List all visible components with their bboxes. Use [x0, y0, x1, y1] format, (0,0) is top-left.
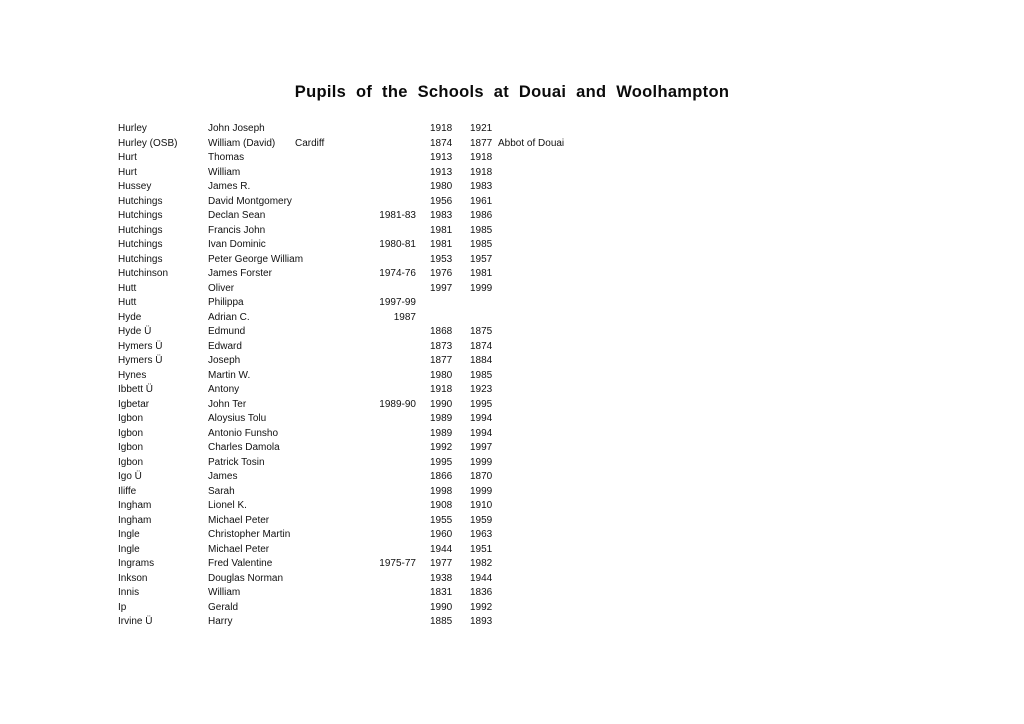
year-from-cell: 1980 [430, 369, 453, 381]
year-from-cell: 1874 [430, 137, 453, 149]
year-from-cell: 1885 [430, 616, 453, 627]
surname-cell: Igbon [118, 427, 144, 439]
year-from-cell: 1918 [430, 384, 453, 395]
note-cell [498, 296, 1008, 311]
surname-cell: Ingrams [118, 558, 155, 569]
dates-cell [360, 485, 416, 500]
table-row [118, 325, 1008, 340]
dates-cell [360, 441, 416, 456]
table-row [118, 499, 1008, 514]
location-cell [295, 253, 360, 268]
year-to-cell: 1986 [470, 210, 493, 221]
location-cell [295, 586, 360, 601]
surname-cell: Hutchings [118, 253, 163, 265]
location-cell [295, 601, 360, 616]
note-cell [498, 499, 1008, 514]
note-cell [498, 514, 1008, 529]
location-cell [295, 514, 360, 529]
year-to-cell: 1995 [470, 398, 493, 410]
note-cell [498, 398, 1008, 413]
table-row [118, 383, 1008, 398]
table-row [118, 267, 1008, 282]
table-row [118, 180, 1008, 195]
location-cell [295, 209, 360, 224]
year-to-cell: 1983 [470, 181, 493, 192]
year-from-cell: 1873 [430, 340, 453, 352]
surname-cell: Innis [118, 587, 140, 598]
year-from-cell: 1989 [430, 413, 453, 424]
dates-cell [360, 166, 416, 181]
surname-cell: Igbon [118, 442, 144, 453]
note-cell [498, 543, 1008, 558]
year-to-cell: 1963 [470, 529, 493, 540]
dates-cell [360, 369, 416, 384]
forenames-cell: Aloysius Tolu [208, 413, 267, 424]
surname-cell: Hymers Ü [118, 340, 163, 352]
table-row [118, 369, 1008, 384]
dates-cell: 1997-99 [379, 297, 416, 308]
surname-cell: Ingle [118, 529, 140, 540]
location-cell [295, 340, 360, 355]
table-row [118, 601, 1008, 616]
forenames-cell: Lionel K. [208, 500, 247, 511]
surname-cell: Ingle [118, 543, 140, 555]
dates-cell [360, 514, 416, 529]
table-row [118, 586, 1008, 601]
year-from-cell: 1913 [430, 166, 453, 178]
year-to-cell: 1957 [470, 253, 493, 265]
table-row [118, 470, 1008, 485]
note-cell [498, 441, 1008, 456]
forenames-cell: Antonio Funsho [208, 427, 279, 439]
surname-cell: Hutt [118, 297, 137, 308]
year-to-cell: 1999 [470, 456, 493, 468]
table-row [118, 238, 1008, 253]
note-cell [498, 412, 1008, 427]
note-cell [498, 224, 1008, 239]
location-cell [295, 267, 360, 282]
location-cell [295, 615, 360, 630]
year-to-cell: 1836 [470, 587, 493, 598]
surname-cell: Irvine Ü [118, 616, 153, 627]
year-to-cell: 1985 [470, 369, 493, 381]
table-row [118, 427, 1008, 442]
dates-cell: 1987 [393, 311, 416, 323]
table-row [118, 137, 1008, 152]
note-cell [498, 557, 1008, 572]
year-to-cell [470, 311, 498, 326]
note-cell [498, 369, 1008, 384]
year-from-cell [416, 311, 470, 326]
year-from-cell: 1983 [430, 210, 453, 221]
note-cell [498, 427, 1008, 442]
forenames-cell: Sarah [208, 485, 235, 497]
forenames-cell: Adrian C. [208, 311, 250, 323]
forenames-cell: Oliver [208, 282, 235, 294]
year-from-cell: 1977 [430, 558, 453, 569]
dates-cell [360, 456, 416, 471]
year-to-cell: 1870 [470, 471, 493, 482]
year-to-cell: 1992 [470, 601, 493, 613]
table-row [118, 441, 1008, 456]
year-to-cell: 1985 [470, 224, 493, 236]
note-cell [498, 166, 1008, 181]
dates-cell [360, 282, 416, 297]
surname-cell: Hurley [118, 123, 147, 134]
surname-cell: Hurt [118, 166, 137, 178]
location-cell [295, 122, 360, 137]
location-cell [295, 412, 360, 427]
surname-cell: Ibbett Ü [118, 384, 154, 395]
location-cell [295, 224, 360, 239]
location-cell [295, 398, 360, 413]
year-from-cell: 1997 [430, 282, 453, 294]
dates-cell [360, 354, 416, 369]
table-row [118, 151, 1008, 166]
year-to-cell: 1994 [470, 413, 493, 424]
dates-cell [360, 528, 416, 543]
surname-cell: Iliffe [118, 485, 137, 497]
forenames-cell: Fred Valentine [208, 558, 273, 569]
location-cell [295, 485, 360, 500]
dates-cell [360, 137, 416, 152]
location-cell [295, 238, 360, 253]
year-to-cell: 1959 [470, 514, 493, 526]
dates-cell [360, 253, 416, 268]
forenames-cell: James [208, 471, 238, 482]
year-from-cell: 1831 [430, 587, 453, 598]
dates-cell [360, 224, 416, 239]
note-cell [498, 180, 1008, 195]
year-from-cell: 1956 [430, 195, 453, 207]
surname-cell: Inkson [118, 572, 148, 584]
location-cell [295, 282, 360, 297]
note-cell [498, 238, 1008, 253]
dates-cell [360, 180, 416, 195]
table-row [118, 253, 1008, 268]
dates-cell: 1975-77 [379, 558, 416, 569]
forenames-cell: Gerald [208, 601, 239, 613]
dates-cell [360, 615, 416, 630]
year-to-cell: 1918 [470, 152, 493, 163]
forenames-cell: Philippa [208, 297, 244, 308]
surname-cell: Ingham [118, 514, 152, 526]
year-to-cell: 1999 [470, 282, 493, 294]
year-from-cell: 1877 [430, 355, 453, 366]
table-row [118, 296, 1008, 311]
surname-cell: Hutchings [118, 239, 163, 250]
forenames-cell: Francis John [208, 224, 266, 236]
location-cell [295, 499, 360, 514]
pupils-table [118, 122, 1008, 630]
year-from-cell: 1992 [430, 442, 453, 453]
forenames-cell: John Ter [208, 398, 247, 410]
location-cell [295, 354, 360, 369]
year-from-cell: 1981 [430, 224, 453, 236]
table-row [118, 282, 1008, 297]
note-cell [498, 601, 1008, 616]
surname-cell: Hymers Ü [118, 355, 163, 366]
location-cell [295, 166, 360, 181]
note-cell: Abbot of Douai [498, 137, 565, 149]
table-row [118, 485, 1008, 500]
year-from-cell: 1981 [430, 239, 453, 250]
dates-cell [360, 427, 416, 442]
surname-cell: Ingham [118, 500, 152, 511]
surname-cell: Ip [118, 601, 127, 613]
note-cell [498, 151, 1008, 166]
surname-cell: Hutchinson [118, 268, 169, 279]
table-row [118, 166, 1008, 181]
location-cell [295, 296, 360, 311]
year-from-cell: 1953 [430, 253, 453, 265]
table-row [118, 456, 1008, 471]
year-to-cell: 1877 [470, 137, 493, 149]
dates-cell: 1980-81 [379, 239, 416, 250]
forenames-cell: Patrick Tosin [208, 456, 265, 468]
year-from-cell: 1918 [430, 123, 453, 134]
year-to-cell [470, 296, 498, 311]
table-row [118, 557, 1008, 572]
surname-cell: Hurt [118, 152, 137, 163]
dates-cell [360, 470, 416, 485]
forenames-cell: James Forster [208, 268, 272, 279]
note-cell [498, 456, 1008, 471]
year-to-cell: 1923 [470, 384, 493, 395]
surname-cell: Hynes [118, 369, 147, 381]
table-row [118, 528, 1008, 543]
location-cell [295, 180, 360, 195]
surname-cell: Igbon [118, 413, 144, 424]
location-cell: Cardiff [295, 137, 325, 149]
location-cell [295, 151, 360, 166]
table-row [118, 398, 1008, 413]
surname-cell: Hutchings [118, 224, 163, 236]
forenames-cell: James R. [208, 181, 251, 192]
year-from-cell: 1866 [430, 471, 453, 482]
forenames-cell: Ivan Dominic [208, 239, 266, 250]
note-cell [498, 311, 1008, 326]
year-from-cell: 1913 [430, 152, 453, 163]
year-from-cell: 1995 [430, 456, 453, 468]
year-from-cell: 1998 [430, 485, 453, 497]
dates-cell [360, 340, 416, 355]
forenames-cell: Peter George William [208, 253, 304, 265]
forenames-cell: Thomas [208, 152, 245, 163]
note-cell [498, 572, 1008, 587]
location-cell [295, 369, 360, 384]
year-from-cell: 1976 [430, 268, 453, 279]
table-row [118, 195, 1008, 210]
dates-cell [360, 572, 416, 587]
dates-cell [360, 325, 416, 340]
surname-cell: Hussey [118, 181, 152, 192]
note-cell [498, 325, 1008, 340]
location-cell [295, 557, 360, 572]
note-cell [498, 267, 1008, 282]
dates-cell: 1989-90 [379, 398, 416, 410]
table-row [118, 224, 1008, 239]
year-from-cell: 1960 [430, 529, 453, 540]
year-from-cell: 1938 [430, 572, 453, 584]
surname-cell: Hyde Ü [118, 326, 152, 337]
location-cell [295, 543, 360, 558]
dates-cell [360, 586, 416, 601]
surname-cell: Hutchings [118, 195, 163, 207]
location-cell [295, 383, 360, 398]
note-cell [498, 195, 1008, 210]
forenames-cell: Joseph [208, 355, 241, 366]
year-from-cell: 1980 [430, 181, 453, 192]
note-cell [498, 282, 1008, 297]
surname-cell: Hyde [118, 311, 142, 323]
note-cell [498, 470, 1008, 485]
forenames-cell: Michael Peter [208, 543, 270, 555]
location-cell [295, 427, 360, 442]
year-to-cell: 1944 [470, 572, 493, 584]
table-row [118, 311, 1008, 326]
surname-cell: Igo Ü [118, 471, 142, 482]
note-cell [498, 485, 1008, 500]
forenames-cell: Martin W. [208, 369, 251, 381]
surname-cell: Hutchings [118, 210, 163, 221]
year-from-cell: 1990 [430, 398, 453, 410]
year-from-cell: 1955 [430, 514, 453, 526]
dates-cell [360, 499, 416, 514]
year-to-cell: 1999 [470, 485, 493, 497]
year-to-cell: 1982 [470, 558, 493, 569]
forenames-cell: John Joseph [208, 123, 265, 134]
dates-cell [360, 383, 416, 398]
location-cell [295, 528, 360, 543]
table-row [118, 209, 1008, 224]
forenames-cell: Harry [208, 616, 233, 627]
surname-cell: Hutt [118, 282, 137, 294]
forenames-cell: William [208, 587, 241, 598]
table-row [118, 340, 1008, 355]
year-to-cell: 1994 [470, 427, 493, 439]
forenames-cell: Declan Sean [208, 210, 266, 221]
note-cell [498, 209, 1008, 224]
forenames-cell: David Montgomery [208, 195, 292, 207]
note-cell [498, 340, 1008, 355]
forenames-cell: Douglas Norman [208, 572, 284, 584]
table-row [118, 354, 1008, 369]
location-cell [295, 572, 360, 587]
note-cell [498, 354, 1008, 369]
year-to-cell: 1918 [470, 166, 493, 178]
page-title: Pupils of the Schools at Douai and Woolhampton [294, 83, 730, 101]
dates-cell [360, 601, 416, 616]
year-to-cell: 1985 [470, 239, 493, 250]
forenames-cell: Charles Damola [208, 442, 280, 453]
year-from-cell: 1989 [430, 427, 453, 439]
table-row [118, 514, 1008, 529]
year-to-cell: 1961 [470, 195, 493, 207]
note-cell [498, 383, 1008, 398]
dates-cell [360, 122, 416, 137]
table-row [118, 572, 1008, 587]
year-from-cell: 1944 [430, 543, 453, 555]
year-to-cell: 1893 [470, 616, 493, 627]
location-cell [295, 325, 360, 340]
dates-cell: 1981-83 [379, 210, 416, 221]
year-to-cell: 1910 [470, 500, 493, 511]
year-to-cell: 1884 [470, 355, 493, 366]
note-cell [498, 586, 1008, 601]
dates-cell [360, 543, 416, 558]
table-row [118, 122, 1008, 137]
surname-cell: Igbetar [118, 398, 150, 410]
year-from-cell [416, 296, 470, 311]
table-row [118, 412, 1008, 427]
dates-cell [360, 412, 416, 427]
year-to-cell: 1997 [470, 442, 493, 453]
surname-cell: Igbon [118, 456, 144, 468]
forenames-cell: Edward [208, 340, 242, 352]
note-cell [498, 615, 1008, 630]
year-to-cell: 1875 [470, 326, 493, 337]
location-cell [295, 195, 360, 210]
location-cell [295, 441, 360, 456]
note-cell [498, 528, 1008, 543]
forenames-cell: Christopher Martin [208, 529, 291, 540]
year-from-cell: 1908 [430, 500, 453, 511]
year-to-cell: 1981 [470, 268, 493, 279]
dates-cell [360, 151, 416, 166]
year-to-cell: 1921 [470, 123, 493, 134]
location-cell [295, 456, 360, 471]
location-cell [295, 470, 360, 485]
forenames-cell: Antony [208, 384, 240, 395]
surname-cell: Hurley (OSB) [118, 137, 178, 149]
dates-cell [360, 195, 416, 210]
table-row [118, 543, 1008, 558]
note-cell [498, 122, 1008, 137]
forenames-cell: Edmund [208, 326, 246, 337]
table-row [118, 615, 1008, 630]
year-to-cell: 1951 [470, 543, 493, 555]
location-cell [295, 311, 360, 326]
dates-cell: 1974-76 [379, 268, 416, 279]
forenames-cell: William (David) [208, 137, 276, 149]
forenames-cell: William [208, 166, 241, 178]
year-to-cell: 1874 [470, 340, 493, 352]
year-from-cell: 1868 [430, 326, 453, 337]
note-cell [498, 253, 1008, 268]
forenames-cell: Michael Peter [208, 514, 270, 526]
year-from-cell: 1990 [430, 601, 453, 613]
